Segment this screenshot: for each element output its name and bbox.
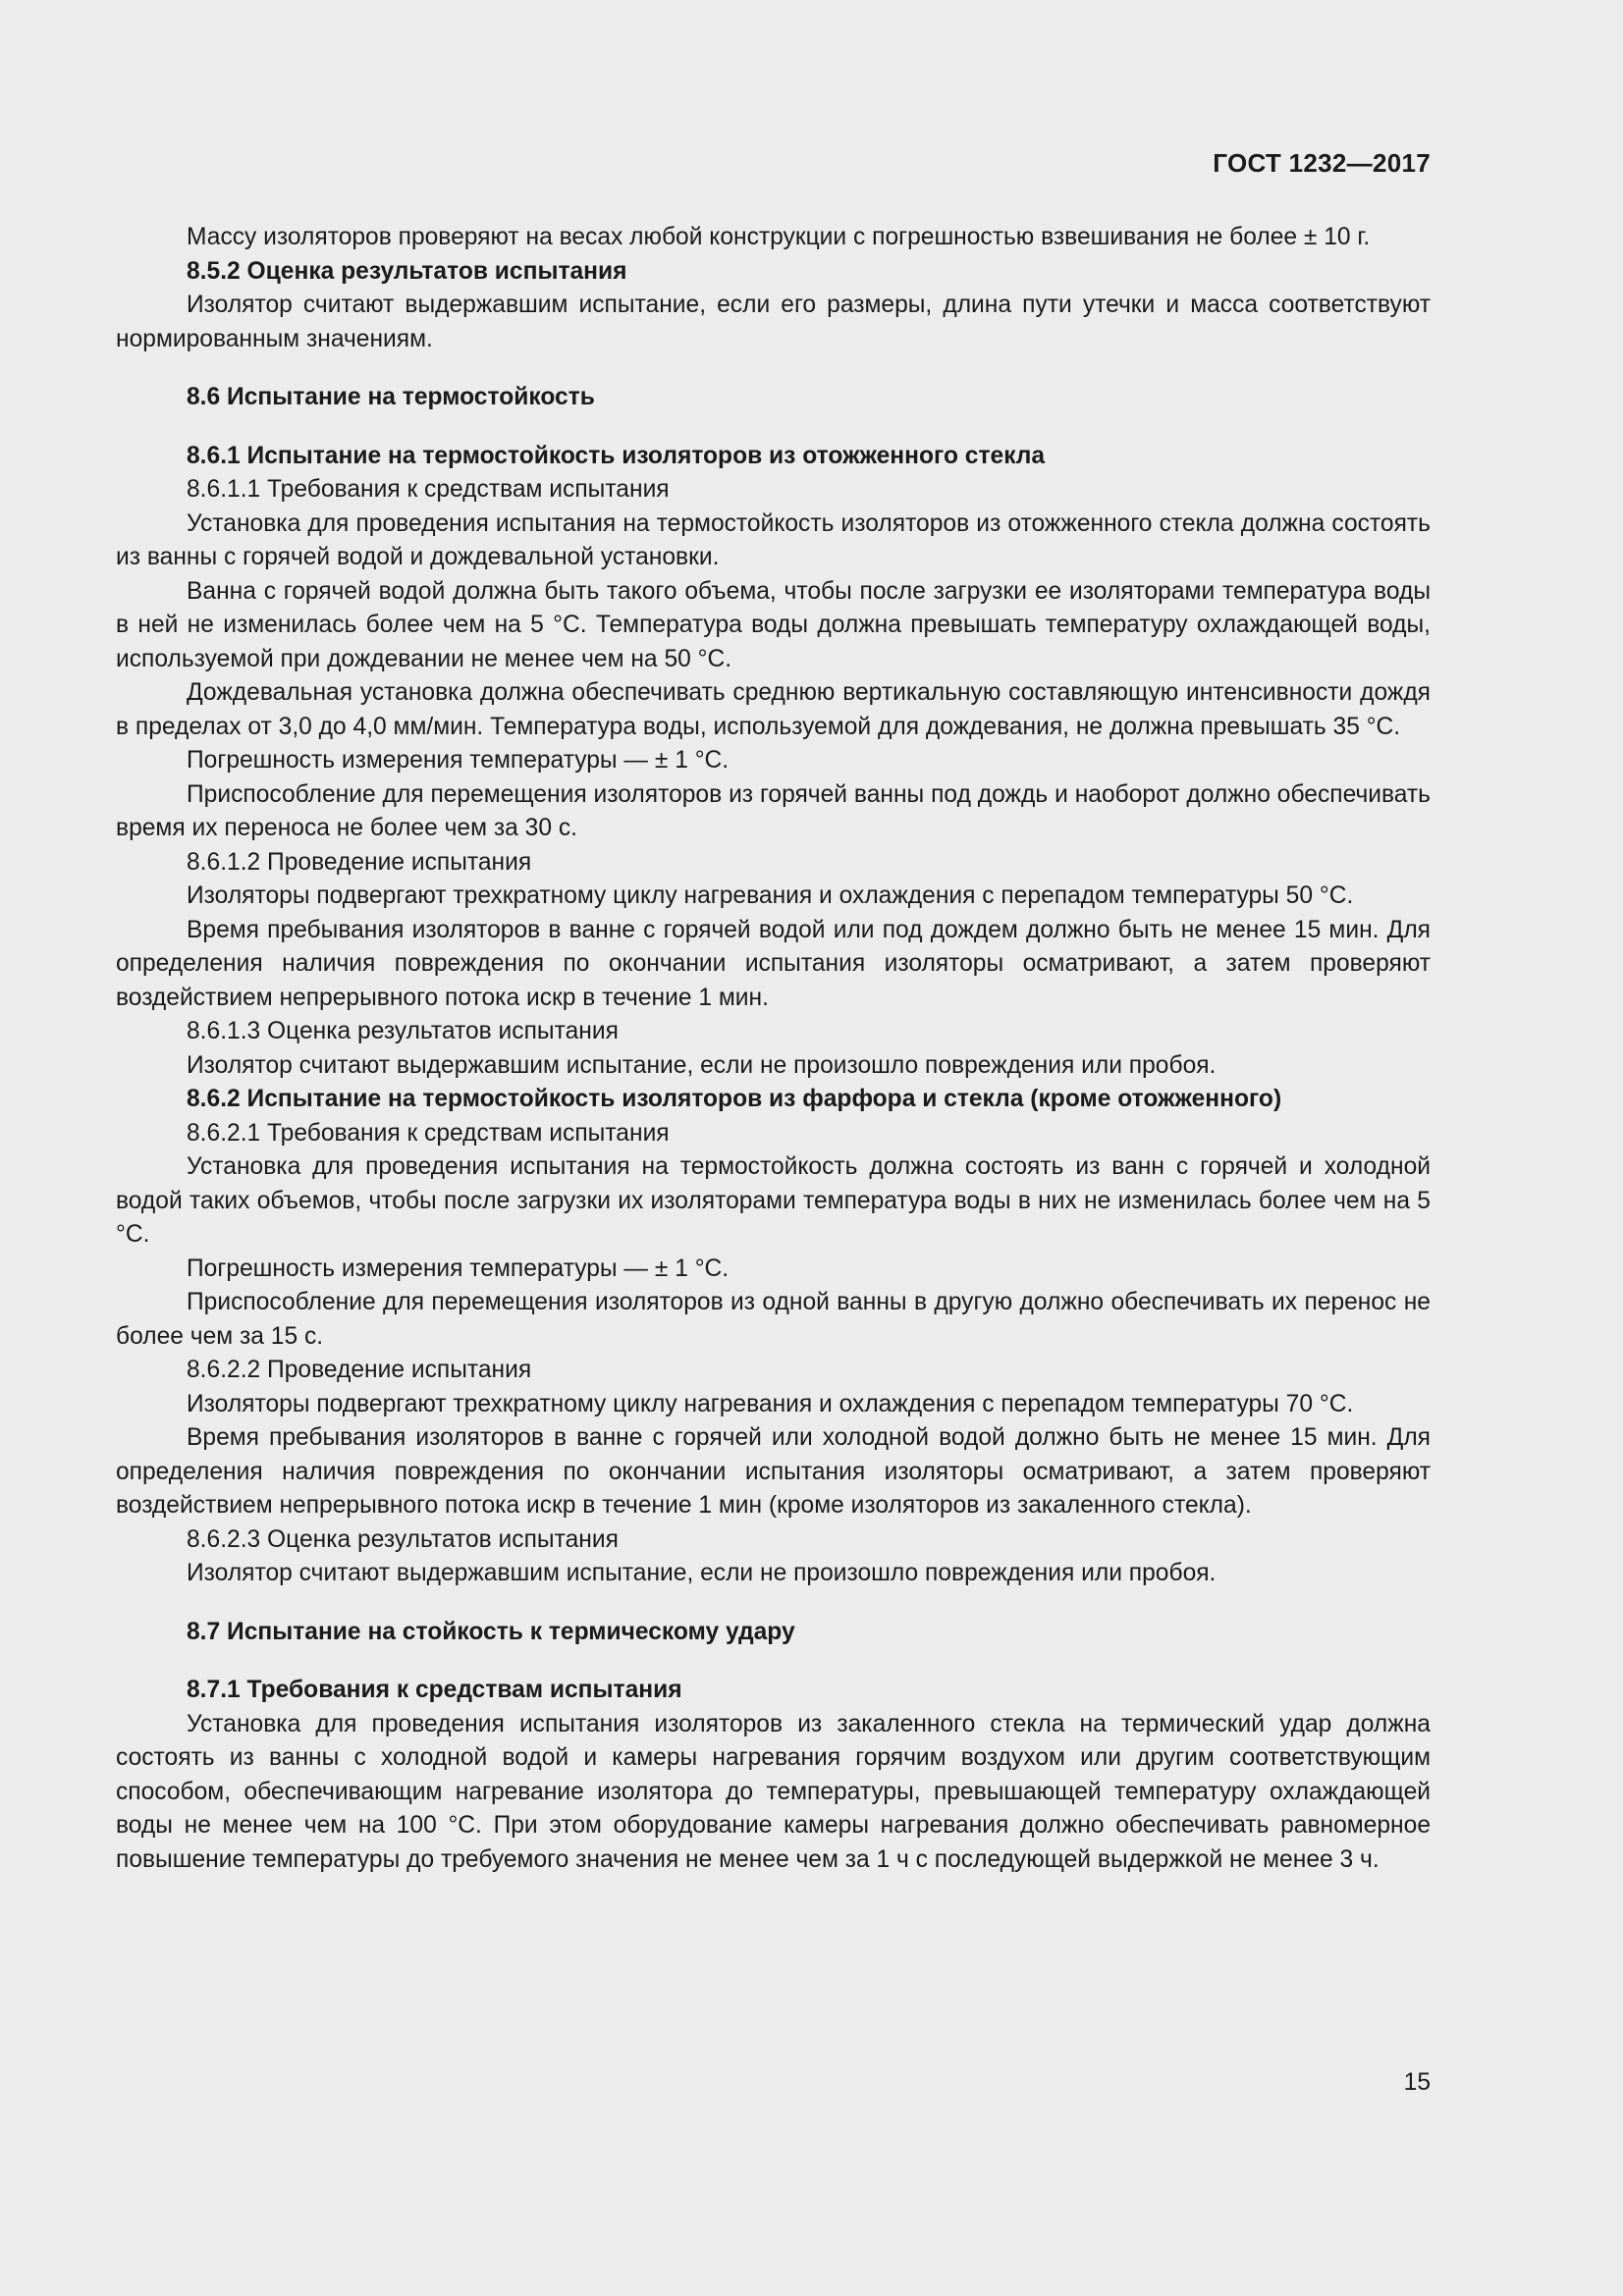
document-code: ГОСТ 1232—2017: [1213, 148, 1431, 178]
paragraph: Массу изоляторов проверяют на весах любой конструкции с погрешностью взвешивания не более ± 10 г.: [187, 224, 1371, 250]
paragraph: Изолятор считают выдержавшим испытание, если не произошло повреждения или пробоя.: [187, 1560, 1217, 1586]
paragraph: Изоляторы подвергают трехкратному циклу нагревания и охлаждения с перепадом температуры 50 °С.: [187, 882, 1354, 909]
subsection-heading: 8.5.2 Оценка результатов испытания: [187, 257, 627, 285]
clause-heading: 8.6.2.2 Проведение испытания: [187, 1357, 532, 1383]
clause-heading: 8.6.1.1 Требования к средствам испытания: [187, 476, 670, 503]
paragraph: Ванна с горячей водой должна быть такого объема, чтобы после загрузки ее изоляторами температура воды в ней не изменилась более чем на 5 °С. Температура воды должна превышать температуру охлаждающей воды, используемой при дождевании не менее чем на 50 °С.: [116, 577, 1431, 672]
paragraph: Приспособление для перемещения изоляторов из одной ванны в другую должно обеспечивать их перенос не более чем за 15 с.: [116, 1289, 1431, 1350]
subsection-heading: 8.6.1 Испытание на термостойкость изоляторов из отожженного стекла: [187, 442, 1046, 469]
document-body: [116, 221, 1431, 1877]
clause-heading: 8.6.1.3 Оценка результатов испытания: [187, 1018, 619, 1044]
clause-heading: 8.6.2.1 Требования к средствам испытания: [187, 1119, 670, 1147]
section-heading: 8.6 Испытание на термостойкость: [187, 384, 595, 410]
paragraph: Время пребывания изоляторов в ванне с горячей или холодной водой должно быть не менее 15 мин. Для определения наличия повреждения по окончании испытания изоляторы осматривают, а затем проверяют воздействием непрерывного потока искр в течение 1 мин (кроме изоляторов из закаленного стекла).: [116, 1424, 1431, 1519]
paragraph: Установка для проведения испытания изоляторов из закаленного стекла на термический удар должна состоять из ванны с холодной водой и камеры нагревания горячим воздухом или другим соответствующим способом, обеспечивающим нагревание изолятора до температуры, превышающей температуру охлаждающей воды не менее чем на 100 °С. При этом оборудование камеры нагревания должно обеспечивать равномерное повышение температуры до требуемого значения не менее чем за 1 ч с последующей выдержкой не менее 3 ч.: [116, 1710, 1431, 1873]
section-heading: 8.7 Испытание на стойкость к термическому удару: [187, 1618, 795, 1645]
paragraph: Приспособление для перемещения изоляторов из горячей ванны под дождь и наоборот должно обеспечивать время их переноса не более чем за 30 с.: [116, 780, 1431, 841]
paragraph: Установка для проведения испытания на термостойкость изоляторов из отожженного стекла должна состоять из ванны с горячей водой и дождевальной установки.: [116, 509, 1431, 570]
paragraph: Погрешность измерения температуры — ± 1 °С.: [187, 747, 730, 774]
paragraph: Установка для проведения испытания на термостойкость должна состоять из ванн с горячей и холодной водой таких объемов, чтобы после загрузки их изоляторами температура воды в них не изменилась более чем на 5 °С.: [116, 1153, 1431, 1248]
paragraph: Изоляторы подвергают трехкратному циклу нагревания и охлаждения с перепадом температуры 70 °С.: [187, 1390, 1354, 1417]
clause-heading: 8.6.2.3 Оценка результатов испытания: [187, 1525, 619, 1553]
paragraph: Изолятор считают выдержавшим испытание, если его размеры, длина пути утечки и масса соответствуют нормированным значениям.: [116, 292, 1431, 352]
paragraph: Изолятор считают выдержавшим испытание, если не произошло повреждения или пробоя.: [187, 1051, 1217, 1079]
subsection-heading: 8.6.2 Испытание на термостойкость изоляторов из фарфора и стекла (кроме отожженного): [187, 1086, 1282, 1112]
page-number: 15: [1403, 2069, 1431, 2096]
paragraph: Дождевальная установка должна обеспечивать среднюю вертикальную составляющую интенсивности дождя в пределах от 3,0 до 4,0 мм/мин. Температура воды, используемой для дождевания, не должна превышать 35 °С.: [116, 679, 1431, 740]
paragraph: Время пребывания изоляторов в ванне с горячей водой или под дождем должно быть не менее 15 мин. Для определения наличия повреждения по окончании испытания изоляторы осматривают, а затем проверяют воздействием непрерывного потока искр в течение 1 мин.: [116, 916, 1431, 1011]
clause-heading: 8.6.1.2 Проведение испытания: [187, 848, 532, 876]
paragraph: Погрешность измерения температуры — ± 1 °С.: [187, 1255, 730, 1282]
subsection-heading: 8.7.1 Требования к средствам испытания: [187, 1677, 682, 1703]
